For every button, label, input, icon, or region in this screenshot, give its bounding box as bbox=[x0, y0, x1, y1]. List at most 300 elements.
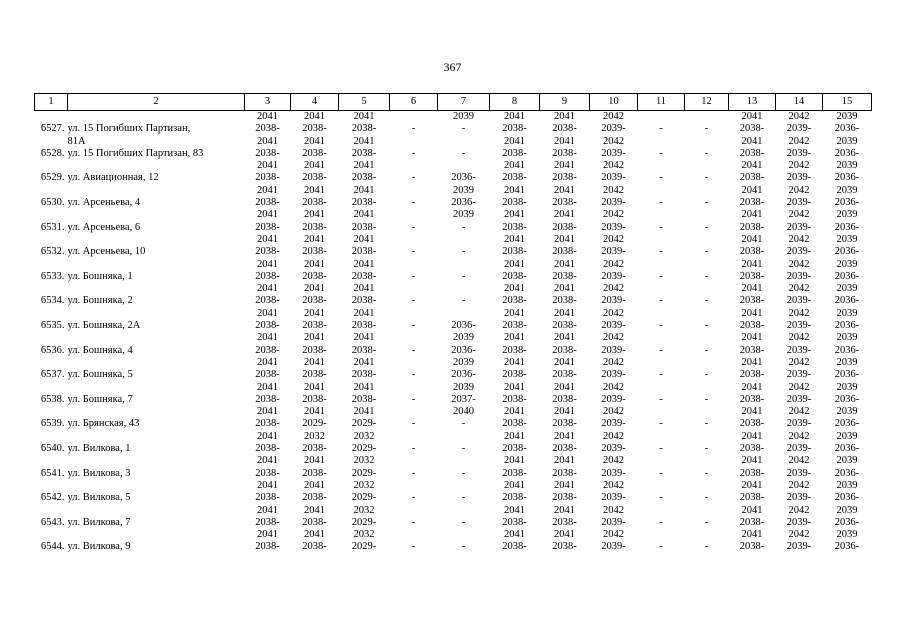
value-cell-c4: 2038- bbox=[302, 172, 327, 184]
value-cell-c4: 2038- bbox=[302, 320, 327, 332]
value-cell-c8: 2041 bbox=[504, 209, 525, 221]
value-cell-c7 bbox=[438, 529, 490, 541]
address-cell: ул. Вилкова, 3 bbox=[67, 467, 131, 479]
value-cell-c15: 2036- bbox=[834, 344, 860, 356]
value-cell-c10: 2042 bbox=[603, 455, 624, 467]
address-cell: ул. Вилкова, 1 bbox=[67, 443, 131, 455]
value-cell-c15: 2039 bbox=[836, 160, 858, 172]
value-cell-c13: 2038- bbox=[739, 393, 765, 405]
value-cell-c4: 2032 bbox=[304, 430, 325, 442]
value-cell-c14: 2042 bbox=[788, 479, 810, 491]
value-cell-c12: - bbox=[704, 123, 709, 135]
value-cell-c7: - bbox=[461, 541, 466, 553]
value-cell-c5: 2038- bbox=[351, 197, 377, 209]
value-cell-c8: 2041 bbox=[504, 529, 525, 541]
carryover-cell: 2041 bbox=[741, 111, 763, 122]
value-cell-c11 bbox=[638, 480, 685, 492]
value-cell-c7: - bbox=[461, 147, 466, 159]
value-cell-c12: - bbox=[704, 221, 709, 233]
carryover-cell: 2041 bbox=[554, 111, 575, 122]
table-row bbox=[35, 505, 872, 517]
value-cell-c11: - bbox=[659, 246, 663, 258]
value-cell-c3: 2041 bbox=[257, 233, 278, 245]
value-cell-c7: - bbox=[461, 467, 466, 479]
value-cell-c10: 2042 bbox=[603, 283, 624, 295]
value-cell-c9: 2041 bbox=[554, 135, 575, 147]
value-cell-c12 bbox=[685, 308, 729, 320]
table-row bbox=[35, 222, 872, 234]
address-cell: ул. Бошняка, 4 bbox=[67, 344, 133, 356]
address-cell: ул. Бошняка, 1 bbox=[67, 270, 133, 282]
address-cell: ул. Авиационная, 12 bbox=[67, 172, 159, 184]
value-cell-c4: 2038- bbox=[302, 516, 327, 528]
table-row bbox=[35, 209, 872, 221]
value-cell-c13: 2041 bbox=[741, 504, 763, 516]
value-cell-c14: 2039- bbox=[786, 443, 812, 455]
column-header-15: 15 bbox=[823, 94, 872, 111]
value-cell-c11 bbox=[638, 234, 685, 246]
row-number: 6537. bbox=[40, 369, 65, 381]
value-cell-c3: 2041 bbox=[257, 209, 278, 221]
value-cell-c13: 2038- bbox=[739, 172, 765, 184]
value-cell-c13: 2038- bbox=[739, 492, 765, 504]
table-row bbox=[35, 369, 872, 381]
value-cell-c3: 2041 bbox=[257, 504, 278, 516]
carryover-cell: 2039 bbox=[453, 111, 474, 122]
value-cell-c9: 2041 bbox=[554, 430, 575, 442]
value-cell-c12: - bbox=[704, 270, 709, 282]
value-cell-c10: 2039- bbox=[601, 393, 626, 405]
value-cell-c7: 2039 bbox=[453, 209, 474, 221]
carryover-cell: 2041 bbox=[304, 111, 325, 122]
table-row bbox=[35, 357, 872, 369]
value-cell-c5: 2041 bbox=[353, 209, 375, 221]
address-cell: ул. Арсеньева, 10 bbox=[67, 246, 146, 258]
value-cell-c12 bbox=[685, 382, 729, 394]
table-row bbox=[35, 480, 872, 492]
value-cell-c12 bbox=[685, 160, 729, 172]
value-cell-c3: 2038- bbox=[255, 516, 280, 528]
value-cell-c4: 2041 bbox=[304, 406, 325, 418]
value-cell-c12: - bbox=[704, 172, 709, 184]
value-cell-c6: - bbox=[411, 369, 416, 381]
value-cell-c9: 2038- bbox=[552, 418, 577, 430]
value-cell-c11: - bbox=[659, 443, 663, 455]
value-cell-c13: 2038- bbox=[739, 418, 765, 430]
value-cell-c10: 2042 bbox=[603, 184, 624, 196]
value-cell-c12: - bbox=[704, 541, 709, 553]
value-cell-c11 bbox=[638, 136, 685, 148]
value-cell-c12 bbox=[685, 136, 729, 148]
table-row bbox=[35, 295, 872, 307]
value-cell-c7 bbox=[438, 308, 490, 320]
value-cell-c3: 2041 bbox=[257, 406, 278, 418]
value-cell-c10: 2039- bbox=[601, 320, 626, 332]
value-cell-c7: 2036- bbox=[451, 369, 476, 381]
value-cell-c14: 2039- bbox=[786, 172, 812, 184]
value-cell-c7 bbox=[438, 455, 490, 467]
value-cell-c6 bbox=[390, 480, 438, 492]
row-number bbox=[35, 529, 68, 541]
carryover-cell bbox=[390, 111, 438, 124]
value-cell-c8: 2041 bbox=[504, 479, 525, 491]
table-row bbox=[35, 332, 872, 344]
value-cell-c8: 2038- bbox=[502, 197, 527, 209]
value-cell-c13: 2038- bbox=[739, 246, 765, 258]
value-cell-c10: 2039- bbox=[601, 270, 626, 282]
value-cell-c11: - bbox=[659, 418, 663, 430]
value-cell-c13: 2038- bbox=[739, 541, 765, 553]
value-cell-c3: 2038- bbox=[255, 393, 280, 405]
value-cell-c9: 2038- bbox=[552, 147, 577, 159]
value-cell-c7 bbox=[438, 283, 490, 295]
value-cell-c8: 2038- bbox=[502, 418, 527, 430]
value-cell-c15: 2036- bbox=[834, 123, 860, 135]
value-cell-c10: 2042 bbox=[603, 430, 624, 442]
value-cell-c15: 2039 bbox=[836, 430, 858, 442]
table-row bbox=[35, 246, 872, 258]
address-cell: ул. Бошняка, 5 bbox=[67, 369, 133, 381]
value-cell-c5: 2041 bbox=[353, 135, 375, 147]
carryover-cell bbox=[68, 111, 245, 124]
value-cell-c12 bbox=[685, 505, 729, 517]
table-row bbox=[35, 308, 872, 320]
value-cell-c10: 2042 bbox=[603, 529, 624, 541]
value-cell-c8: 2038- bbox=[502, 492, 527, 504]
table-row bbox=[35, 283, 872, 295]
value-cell-c14: 2039- bbox=[786, 320, 812, 332]
value-cell-c6 bbox=[390, 259, 438, 271]
value-cell-c10: 2039- bbox=[601, 492, 626, 504]
value-cell-c4: 2041 bbox=[304, 356, 325, 368]
table-row bbox=[35, 541, 872, 553]
value-cell-c12: - bbox=[704, 369, 709, 381]
value-cell-c5: 2041 bbox=[353, 406, 375, 418]
value-cell-c5: 2038- bbox=[351, 320, 377, 332]
address-cell: ул. Арсеньева, 4 bbox=[67, 197, 141, 209]
value-cell-c14: 2039- bbox=[786, 418, 812, 430]
value-cell-c8: 2038- bbox=[502, 443, 527, 455]
row-number bbox=[35, 259, 68, 271]
value-cell-c9: 2038- bbox=[552, 221, 577, 233]
value-cell-c8: 2038- bbox=[502, 246, 527, 258]
value-cell-c10: 2039- bbox=[601, 541, 626, 553]
value-cell-c8: 2038- bbox=[502, 172, 527, 184]
value-cell-c12: - bbox=[704, 295, 709, 307]
value-cell-c15: 2036- bbox=[834, 467, 860, 479]
value-cell-c10: 2039- bbox=[601, 147, 626, 159]
value-cell-c6: - bbox=[411, 541, 416, 553]
row-number bbox=[35, 406, 68, 418]
value-cell-c15: 2036- bbox=[834, 172, 860, 184]
value-cell-c7: 2036- bbox=[451, 197, 476, 209]
value-cell-c14: 2039- bbox=[786, 492, 812, 504]
value-cell-c3: 2041 bbox=[257, 283, 278, 295]
carryover-cell: 2042 bbox=[603, 111, 624, 122]
value-cell-c5: 2032 bbox=[353, 455, 375, 467]
value-cell-c4: 2038- bbox=[302, 295, 327, 307]
value-cell-c14: 2042 bbox=[788, 381, 810, 393]
value-cell-c4: 2041 bbox=[304, 184, 325, 196]
value-cell-c9: 2038- bbox=[552, 197, 577, 209]
value-cell-c3: 2038- bbox=[255, 197, 280, 209]
value-cell-c6 bbox=[390, 209, 438, 221]
value-cell-c9: 2041 bbox=[554, 356, 575, 368]
value-cell-c7: 2039 bbox=[453, 332, 474, 344]
value-cell-c12: - bbox=[704, 418, 709, 430]
row-number: 6530. bbox=[40, 197, 65, 209]
value-cell-c12 bbox=[685, 332, 729, 344]
value-cell-c9: 2041 bbox=[554, 307, 575, 319]
value-cell-c15: 2039 bbox=[836, 307, 858, 319]
value-cell-c5: 2041 bbox=[353, 258, 375, 270]
value-cell-c3: 2038- bbox=[255, 320, 280, 332]
value-cell-c11: - bbox=[659, 221, 663, 233]
value-cell-c4: 2041 bbox=[304, 332, 325, 344]
table-body bbox=[35, 111, 872, 554]
value-cell-c10: 2042 bbox=[603, 160, 624, 172]
carryover-cell: 2039 bbox=[836, 111, 858, 122]
value-cell-c9: 2038- bbox=[552, 320, 577, 332]
address-cell bbox=[68, 185, 245, 197]
row-number: 6540. bbox=[40, 443, 65, 455]
value-cell-c3: 2041 bbox=[257, 135, 278, 147]
value-cell-c13: 2041 bbox=[741, 184, 763, 196]
value-cell-c11: - bbox=[659, 320, 663, 332]
row-number: 6542. bbox=[40, 492, 65, 504]
value-cell-c6: - bbox=[411, 443, 416, 455]
value-cell-c15: 2036- bbox=[834, 221, 860, 233]
column-header-6: 6 bbox=[390, 94, 438, 111]
value-cell-c15: 2039 bbox=[836, 332, 858, 344]
value-cell-c6: - bbox=[411, 123, 416, 135]
value-cell-c7: - bbox=[461, 492, 466, 504]
value-cell-c3: 2038- bbox=[255, 369, 280, 381]
value-cell-c12: - bbox=[704, 197, 709, 209]
value-cell-c10: 2039- bbox=[601, 123, 626, 135]
table-row bbox=[35, 160, 872, 172]
carryover-cell bbox=[685, 111, 729, 124]
value-cell-c8: 2038- bbox=[502, 516, 527, 528]
value-cell-c13: 2038- bbox=[739, 369, 765, 381]
value-cell-c5: 2038- bbox=[351, 123, 377, 135]
value-cell-c15: 2039 bbox=[836, 479, 858, 491]
row-number bbox=[35, 283, 68, 295]
value-cell-c8: 2038- bbox=[502, 295, 527, 307]
value-cell-c15: 2039 bbox=[836, 135, 858, 147]
address-cell: ул. Вилкова, 7 bbox=[67, 516, 131, 528]
value-cell-c4: 2041 bbox=[304, 209, 325, 221]
value-cell-c6 bbox=[390, 431, 438, 443]
value-cell-c6 bbox=[390, 332, 438, 344]
value-cell-c5: 2041 bbox=[353, 283, 375, 295]
value-cell-c10: 2042 bbox=[603, 135, 624, 147]
value-cell-c10: 2039- bbox=[601, 221, 626, 233]
value-cell-c14: 2042 bbox=[788, 283, 810, 295]
value-cell-c7: - bbox=[461, 123, 466, 135]
address-cell: ул. Брянская, 43 bbox=[67, 418, 140, 430]
value-cell-c14: 2039- bbox=[786, 270, 812, 282]
row-number: 6531. bbox=[40, 221, 65, 233]
value-cell-c3: 2038- bbox=[255, 344, 280, 356]
value-cell-c3: 2041 bbox=[257, 381, 278, 393]
value-cell-c5: 2041 bbox=[353, 332, 375, 344]
value-cell-c11 bbox=[638, 529, 685, 541]
value-cell-c15: 2036- bbox=[834, 197, 860, 209]
value-cell-c6: - bbox=[411, 270, 416, 282]
value-cell-c6 bbox=[390, 283, 438, 295]
value-cell-c6 bbox=[390, 136, 438, 148]
value-cell-c4: 2041 bbox=[304, 135, 325, 147]
value-cell-c9: 2041 bbox=[554, 233, 575, 245]
value-cell-c12: - bbox=[704, 492, 709, 504]
value-cell-c11 bbox=[638, 259, 685, 271]
carryover-row bbox=[35, 111, 872, 124]
value-cell-c4: 2038- bbox=[302, 197, 327, 209]
value-cell-c15: 2036- bbox=[834, 147, 860, 159]
value-cell-c3: 2038- bbox=[255, 443, 280, 455]
address-cell bbox=[68, 406, 245, 418]
table-row bbox=[35, 172, 872, 184]
value-cell-c8: 2038- bbox=[502, 541, 527, 553]
row-number bbox=[35, 160, 68, 172]
value-cell-c10: 2042 bbox=[603, 209, 624, 221]
value-cell-c4: 2041 bbox=[304, 283, 325, 295]
value-cell-c9: 2038- bbox=[552, 123, 577, 135]
value-cell-c5: 2032 bbox=[353, 430, 375, 442]
value-cell-c12 bbox=[685, 185, 729, 197]
value-cell-c15: 2039 bbox=[836, 209, 858, 221]
value-cell-c15: 2036- bbox=[834, 295, 860, 307]
value-cell-c7: 2036- bbox=[451, 320, 476, 332]
row-number bbox=[35, 209, 68, 221]
table-row bbox=[35, 517, 872, 529]
value-cell-c3: 2041 bbox=[257, 356, 278, 368]
value-cell-c3: 2041 bbox=[257, 307, 278, 319]
value-cell-c4: 2041 bbox=[304, 381, 325, 393]
value-cell-c12 bbox=[685, 406, 729, 418]
value-cell-c8: 2041 bbox=[504, 160, 525, 172]
carryover-cell: 2041 bbox=[504, 111, 525, 122]
value-cell-c3: 2038- bbox=[255, 270, 280, 282]
value-cell-c11 bbox=[638, 382, 685, 394]
value-cell-c5: 2041 bbox=[353, 356, 375, 368]
value-cell-c8: 2041 bbox=[504, 430, 525, 442]
value-cell-c7 bbox=[438, 234, 490, 246]
value-cell-c9: 2038- bbox=[552, 270, 577, 282]
value-cell-c13: 2038- bbox=[739, 516, 765, 528]
row-number: 6529. bbox=[40, 172, 65, 184]
value-cell-c13: 2041 bbox=[741, 135, 763, 147]
value-cell-c13: 2041 bbox=[741, 529, 763, 541]
value-cell-c6 bbox=[390, 455, 438, 467]
value-cell-c12: - bbox=[704, 246, 709, 258]
table-row bbox=[35, 382, 872, 394]
value-cell-c6: - bbox=[411, 344, 416, 356]
value-cell-c15: 2036- bbox=[834, 320, 860, 332]
value-cell-c9: 2038- bbox=[552, 492, 577, 504]
value-cell-c5: 2038- bbox=[351, 393, 377, 405]
address-cell: ул. Вилкова, 5 bbox=[67, 492, 131, 504]
value-cell-c4: 2041 bbox=[304, 504, 325, 516]
value-cell-c5: 2029- bbox=[351, 418, 377, 430]
value-cell-c11 bbox=[638, 505, 685, 517]
value-cell-c9: 2041 bbox=[554, 479, 575, 491]
value-cell-c10: 2042 bbox=[603, 406, 624, 418]
value-cell-c12 bbox=[685, 234, 729, 246]
value-cell-c9: 2038- bbox=[552, 516, 577, 528]
row-number bbox=[35, 136, 68, 148]
value-cell-c11 bbox=[638, 357, 685, 369]
value-cell-c5: 2041 bbox=[353, 307, 375, 319]
value-cell-c15: 2039 bbox=[836, 258, 858, 270]
row-number: 6534. bbox=[40, 295, 65, 307]
value-cell-c13: 2041 bbox=[741, 160, 763, 172]
table-row bbox=[35, 468, 872, 480]
value-cell-c5: 2029- bbox=[351, 443, 377, 455]
column-header-13: 13 bbox=[729, 94, 776, 111]
value-cell-c10: 2042 bbox=[603, 381, 624, 393]
value-cell-c7: 2040 bbox=[453, 406, 474, 418]
value-cell-c14: 2039- bbox=[786, 516, 812, 528]
value-cell-c5: 2038- bbox=[351, 172, 377, 184]
value-cell-c4: 2038- bbox=[302, 492, 327, 504]
value-cell-c7: - bbox=[461, 443, 466, 455]
value-cell-c8: 2038- bbox=[502, 221, 527, 233]
value-cell-c6: - bbox=[411, 418, 416, 430]
address-cell bbox=[68, 332, 245, 344]
value-cell-c6 bbox=[390, 185, 438, 197]
value-cell-c5: 2032 bbox=[353, 479, 375, 491]
carryover-cell: 2041 bbox=[257, 111, 278, 122]
address-cell bbox=[68, 259, 245, 271]
value-cell-c9: 2041 bbox=[554, 504, 575, 516]
value-cell-c4: 2038- bbox=[302, 541, 327, 553]
table-row bbox=[35, 345, 872, 357]
value-cell-c9: 2041 bbox=[554, 455, 575, 467]
row-number bbox=[35, 308, 68, 320]
data-table bbox=[34, 93, 872, 554]
value-cell-c11 bbox=[638, 455, 685, 467]
value-cell-c9: 2038- bbox=[552, 393, 577, 405]
value-cell-c6: - bbox=[411, 320, 416, 332]
value-cell-c11 bbox=[638, 209, 685, 221]
value-cell-c13: 2041 bbox=[741, 332, 763, 344]
value-cell-c15: 2036- bbox=[834, 541, 860, 553]
value-cell-c10: 2039- bbox=[601, 467, 626, 479]
value-cell-c13: 2038- bbox=[739, 197, 765, 209]
row-number: 6528. bbox=[40, 147, 65, 159]
value-cell-c15: 2039 bbox=[836, 283, 858, 295]
value-cell-c9: 2041 bbox=[554, 184, 575, 196]
value-cell-c13: 2038- bbox=[739, 295, 765, 307]
value-cell-c3: 2041 bbox=[257, 455, 278, 467]
value-cell-c13: 2041 bbox=[741, 455, 763, 467]
value-cell-c11 bbox=[638, 332, 685, 344]
address-cell: ул. Вилкова, 9 bbox=[67, 541, 131, 553]
value-cell-c14: 2042 bbox=[788, 504, 810, 516]
value-cell-c9: 2041 bbox=[554, 258, 575, 270]
header-row bbox=[35, 94, 872, 111]
value-cell-c6: - bbox=[411, 246, 416, 258]
value-cell-c8: 2038- bbox=[502, 393, 527, 405]
column-header-4: 4 bbox=[291, 94, 339, 111]
row-number: 6539. bbox=[40, 418, 65, 430]
value-cell-c12 bbox=[685, 209, 729, 221]
value-cell-c7 bbox=[438, 505, 490, 517]
value-cell-c6: - bbox=[411, 295, 416, 307]
value-cell-c11: - bbox=[659, 516, 663, 528]
